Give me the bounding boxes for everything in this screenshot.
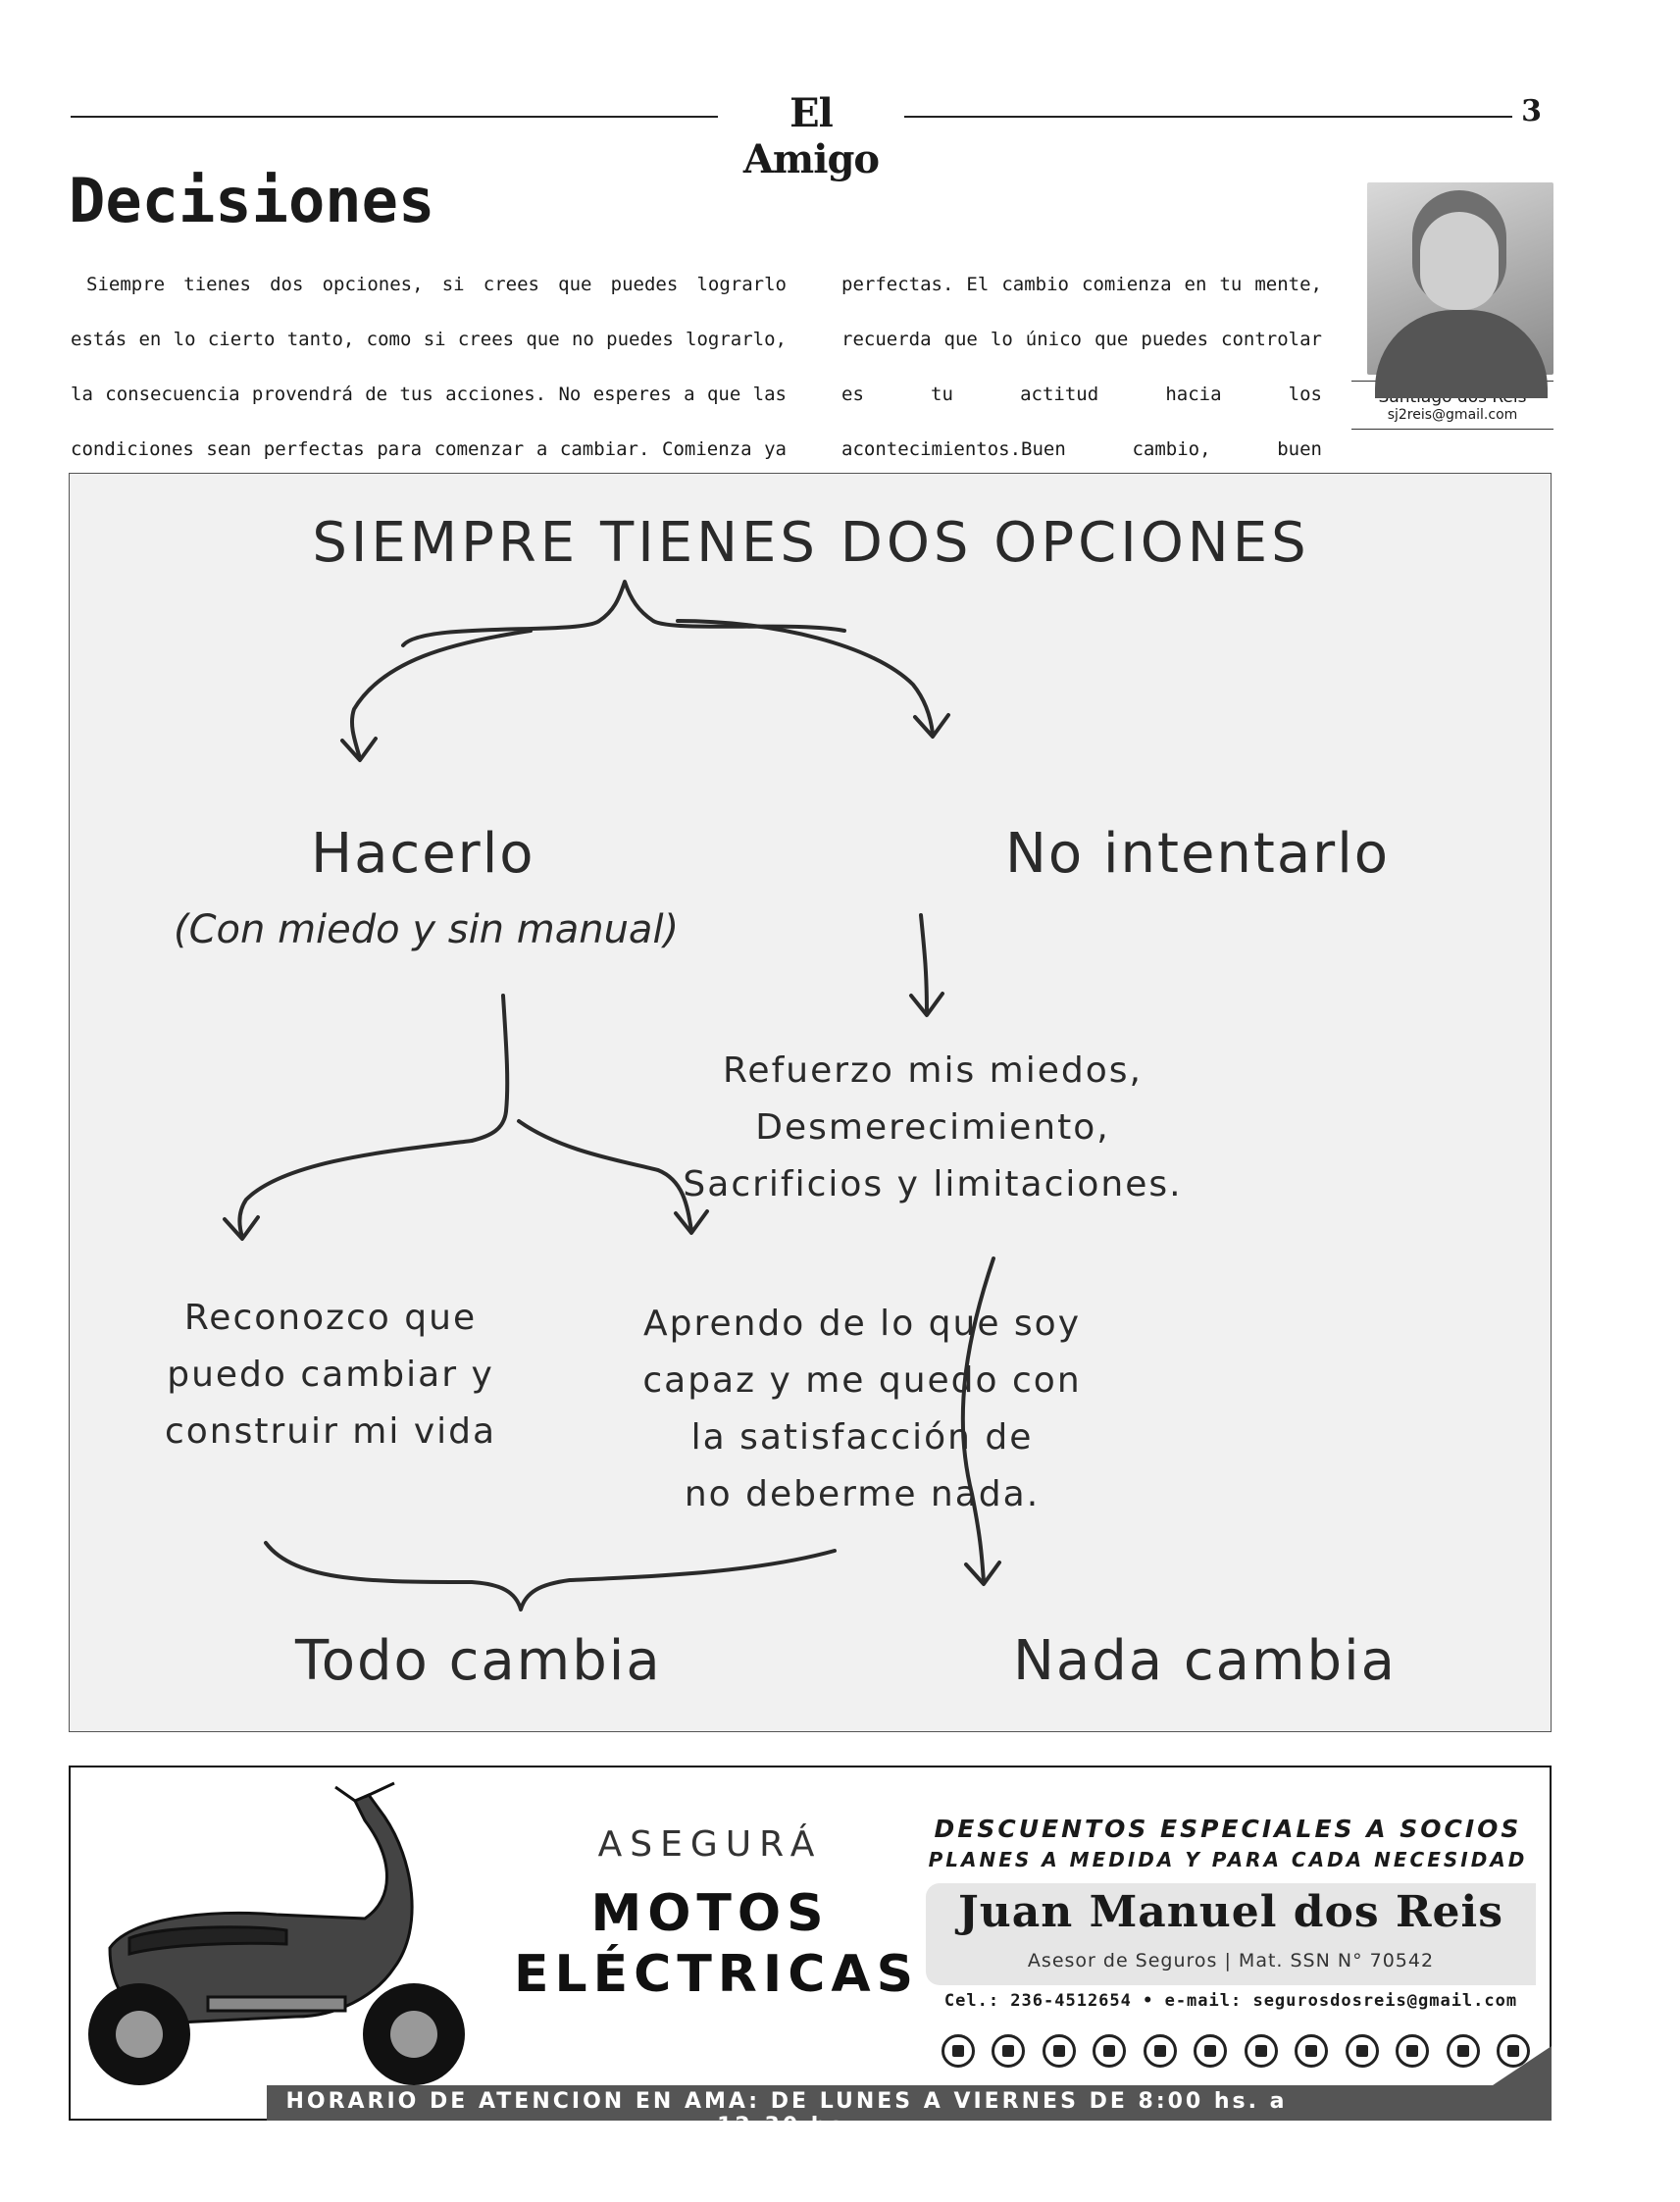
vehicle-hand-icon xyxy=(1043,2034,1076,2068)
result-aprendo-line: no deberme nada. xyxy=(684,1474,1041,1514)
arrow-to-no-intentarlo xyxy=(678,621,933,734)
family-hand-icon xyxy=(1396,2034,1429,2068)
masthead-rule-right xyxy=(904,116,1512,118)
masthead xyxy=(71,90,1542,182)
article-column-1: Siempre tienes dos opciones, si crees que puedes lograrlo estás en lo cierto tanto, como si crees que no puedes lograrlo, la consecuencia provendrá de tus acciones. No esperes a que las condiciones sean perfectas para comenzar a cambiar. Comienza ya xyxy=(71,274,787,460)
arrow-to-hacerlo xyxy=(352,631,531,758)
agent-name: Juan Manuel dos Reis xyxy=(957,1887,1504,1937)
result-aprendo-line: la satisfacción de xyxy=(690,1417,1034,1458)
right-result-line: Sacrificios y limitaciones. xyxy=(683,1164,1183,1204)
person-hand-icon xyxy=(1194,2034,1227,2068)
arrow-to-refuerzo xyxy=(921,915,927,1013)
right-result-line: Desmerecimiento, xyxy=(755,1107,1110,1148)
infographic xyxy=(69,473,1552,1732)
arrow-to-reconozco xyxy=(239,1141,472,1237)
right-result xyxy=(589,1043,1276,1213)
author-photo xyxy=(1367,182,1553,375)
ad-discounts: DESCUENTOS ESPECIALES A SOCIOS xyxy=(934,1815,1522,1843)
author-email: sj2reis@gmail.com xyxy=(1387,407,1518,423)
ad-product-line: MOTOS xyxy=(590,1884,830,1943)
fire-hand-icon xyxy=(992,2034,1025,2068)
agent-role: Asesor de Seguros | Mat. SSN N° 70542 xyxy=(1027,1950,1435,1972)
publication-name: El Amigo xyxy=(742,90,880,182)
office-hours: HORARIO DE ATENCION EN AMA: DE LUNES A VIERNES DE 8:00 hs. a 12:30 hs. xyxy=(285,2089,1288,2138)
option-hacerlo-subtitle: (Con miedo y sin manual) xyxy=(174,907,680,952)
car-hand-icon xyxy=(942,2034,975,2068)
insurance-advertisement xyxy=(69,1766,1552,2138)
hacerlo-stem xyxy=(472,996,507,1141)
page-number: 3 xyxy=(1521,94,1542,128)
result-reconozco xyxy=(105,1290,556,1460)
option-hacerlo: Hacerlo xyxy=(311,822,535,886)
top-brace xyxy=(403,582,844,645)
option-no-intentarlo: No intentarlo xyxy=(1005,822,1391,886)
infographic-title: SIEMPRE TIENES DOS OPCIONES xyxy=(312,511,1310,575)
scooter-illustration xyxy=(71,1781,522,2095)
right-result-line: Refuerzo mis miedos, xyxy=(723,1050,1143,1091)
author-box xyxy=(1351,182,1553,435)
masthead-rule-left xyxy=(71,116,718,118)
insurance-icons xyxy=(942,2034,1530,2068)
agent-contact: Cel.: 236-4512654 • e-mail: segurosdosreis@gmail.com xyxy=(943,1991,1518,2011)
article-column-2: perfectas. El cambio comienza en tu mente, recuerda que lo único que puedes controlar es tu actitud hacia los acontecimientos.Buen cambio, buen xyxy=(841,274,1322,460)
result-reconozco-line: puedo cambiar y xyxy=(167,1355,494,1395)
bottom-brace xyxy=(266,1543,835,1610)
result-aprendo-line: capaz y me quedo con xyxy=(642,1360,1082,1401)
outcome-nada-cambia: Nada cambia xyxy=(1013,1629,1397,1693)
ad-plans: PLANES A MEDIDA Y PARA CADA NECESIDAD xyxy=(928,1848,1528,1871)
result-reconozco-line: Reconozco que xyxy=(183,1298,478,1338)
ad-product-line: ELÉCTRICAS xyxy=(514,1945,920,2004)
result-reconozco-line: construir mi vida xyxy=(164,1411,497,1452)
ad-product xyxy=(514,1883,920,2005)
umbrella-hand-icon xyxy=(1144,2034,1177,2068)
pet-hand-icon xyxy=(1447,2034,1480,2068)
ad-asegura: ASEGURÁ xyxy=(597,1824,823,1865)
car-crash-icon xyxy=(1295,2034,1328,2068)
health-hand-icon xyxy=(1245,2034,1278,2068)
hours-bar-corner xyxy=(1493,2046,1552,2085)
outcome-todo-cambia: Todo cambia xyxy=(295,1629,662,1693)
result-aprendo-line: Aprendo de lo que soy xyxy=(642,1304,1082,1344)
result-aprendo xyxy=(587,1296,1137,1523)
house-hand-icon xyxy=(1346,2034,1379,2068)
article-headline: Decisiones xyxy=(69,165,435,236)
shield-hand-icon xyxy=(1093,2034,1126,2068)
